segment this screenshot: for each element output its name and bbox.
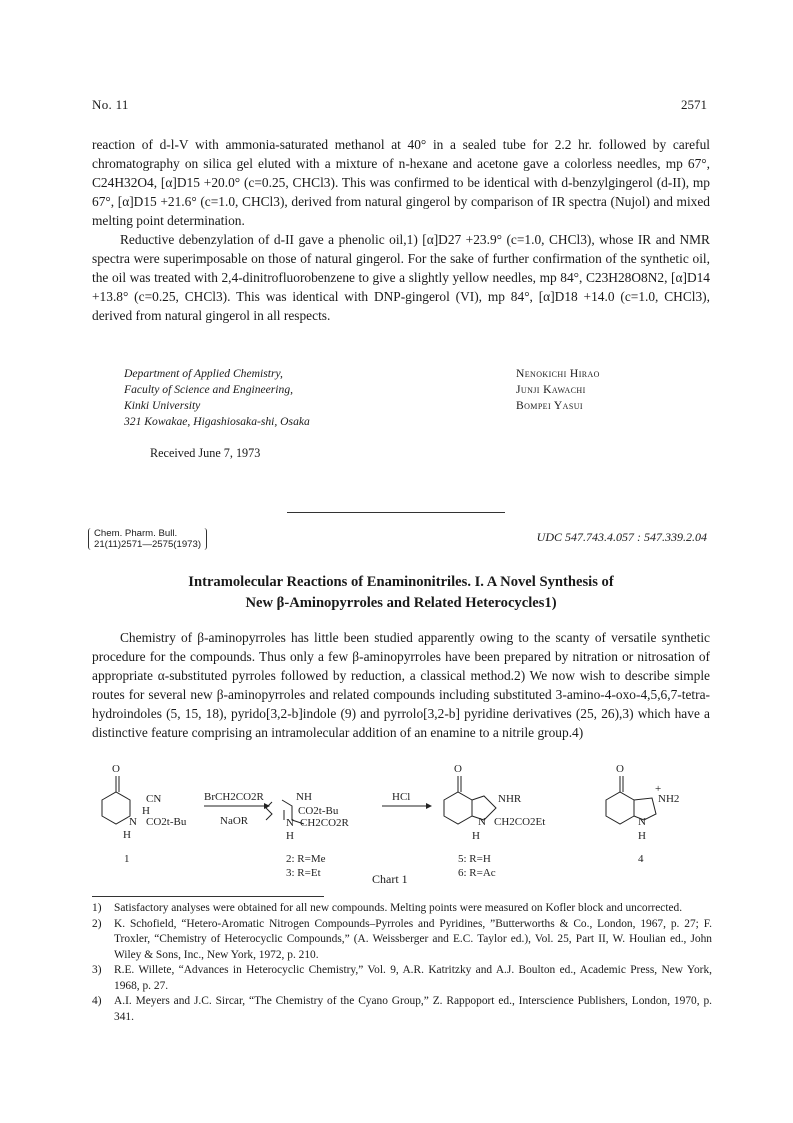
c1-ring: [102, 792, 130, 824]
c4-ring: [606, 792, 634, 824]
affiliation-line: 321 Kowakae, Higashiosaka-shi, Osaka: [124, 415, 310, 428]
udc-code: UDC 547.743.4.057 : 547.339.2.04: [536, 530, 707, 544]
author-block: [516, 366, 600, 414]
affiliation-line: Faculty of Science and Engineering,: [124, 383, 294, 396]
affiliation-line: Kinki University: [124, 399, 201, 412]
c1-nh: H: [123, 829, 131, 841]
compound-5-label: 5: R=H: [458, 853, 491, 865]
footnote: [92, 901, 712, 917]
affiliation-block: [124, 366, 310, 430]
issue-number: No. 11: [92, 97, 129, 112]
reagent-hcl: HCl: [392, 791, 411, 803]
citation-journal: Chem. Pharm. Bull.: [94, 528, 178, 539]
c1-oxygen: O: [112, 763, 120, 775]
c23-imine: NH: [296, 791, 312, 803]
chart-caption: Chart 1: [372, 872, 408, 886]
page-number: 2571: [681, 97, 707, 112]
arrow-head-1: [264, 803, 270, 809]
received-date: Received June 7, 1973: [150, 446, 261, 460]
c56-amine: NHR: [498, 793, 522, 805]
compound-2-label: 2: R=Me: [286, 853, 326, 865]
c23-ester: CO2t-Bu: [298, 805, 339, 817]
c1-ester: CO2t-Bu: [146, 816, 187, 828]
c56-ring: [444, 792, 472, 824]
footnote-text: R.E. Willete, “Advances in Heterocyclic Chemistry,” Vol. 9, A.R. Katritzky and A.J. Boulton ed., Academic Press, New York, 1968, p. 27.: [114, 964, 712, 992]
author-name: Bompei Yasui: [516, 399, 583, 412]
compound-6-label: 6: R=Ac: [458, 867, 496, 879]
previous-article-text: [92, 135, 710, 325]
article-title: [92, 572, 710, 614]
arrow-head-2: [426, 803, 432, 809]
footnote-text: K. Schofield, “Hetero-Aromatic Nitrogen Compounds–Pyrroles and Pyridines, ”Butterworths & Co., London, 1967, p. 27; F. Troxler, “Chemistry of Heterocyclic Compounds,” (A. Weissberger and E.C. Taylor ed.), Vol. 25, Part II, W. Houlian ed., John Wiley & Sons, Inc., New York, 1972, p. 210.: [114, 917, 712, 961]
citation-volume: 21(11)2571—2575(1973): [94, 539, 202, 550]
affiliation-line: Department of Applied Chemistry,: [124, 367, 283, 380]
reagent-bromoacetate: BrCH2CO2R: [204, 791, 264, 803]
title-line: New β-Aminopyrroles and Related Heterocycles1): [245, 595, 557, 611]
c4-nitrogen: N: [638, 816, 646, 828]
c1-hydrogen: H: [142, 805, 150, 817]
c1-cyano: CN: [146, 793, 162, 805]
footnote-text: A.I. Meyers and J.C. Sircar, “The Chemistry of the Cyano Group,” Z. Rappoport ed., Interscience Publishers, London, 1970, p. 341.: [114, 995, 712, 1023]
footnote-number: 4): [92, 995, 102, 1007]
title-line: Intramolecular Reactions of Enaminonitriles. I. A Novel Synthesis of: [188, 574, 614, 590]
footnote-number: 3): [92, 964, 102, 976]
author-name: Junji Kawachi: [516, 383, 586, 396]
footnote-text: Satisfactory analyses were obtained for all new compounds. Melting points were measured on Kofler block and uncorrected.: [114, 902, 683, 914]
compound-3-label: 3: R=Et: [286, 867, 321, 879]
c56-nitrogen: N: [478, 816, 486, 828]
c23-substituent: CH2CO2R: [300, 817, 349, 829]
footnote-number: 1): [92, 902, 102, 914]
c56-oxygen: O: [454, 763, 462, 775]
footnote-rule: [92, 896, 324, 897]
paragraph-intro: Chemistry of β-aminopyrroles has little been studied apparently owing to the scanty of versatile synthetic procedure for the compounds. Thus only a few β-aminopyrroles have been prepared by nitration or nitrosation of appropriate α-substituted pyrroles followed by reduction, a classical method.2) We now wish to describe simple routes for several new β-aminopyrroles and related compounds including substituted 3-amino-4-oxo-4,5,6,7-tetra-hydroindoles (5, 15, 18), pyrido[3,2-b]indole (9) and pyrrolo[3,2-b] pyridine derivatives (25, 26),3) which have a distinctive feature comprising an intramolecular addition of an enamine to a nitrile group.4): [92, 630, 710, 740]
reagent-alkoxide: NaOR: [220, 815, 249, 827]
article-divider: [287, 512, 505, 513]
c4-hydrogen: H: [638, 830, 646, 842]
c1-nitrogen: N: [129, 816, 137, 828]
compound-4-label: 4: [638, 853, 644, 865]
paragraph-continuation: reaction of d-l-V with ammonia-saturated methanol at 40° in a sealed tube for 2.2 hr. followed by careful chromatography on silica gel eluted with a mixture of n-hexane and acetone gave a colorless needles, mp 67°, C24H32O4, [α]D15 +20.0° (c=0.25, CHCl3). This was confirmed to be identical with d-benzylgingerol (d-II), mp 67°, [α]D15 +21.6° (c=1.0, CHCl3), derived from natural gingerol by comparison of IR spectra (Nujol) and mixed melting point determination.: [92, 137, 710, 228]
c56-hydrogen: H: [472, 830, 480, 842]
author-name: Nenokichi Hirao: [516, 367, 600, 380]
article-body: [92, 628, 710, 742]
c4-charge: +: [655, 783, 662, 795]
c56-substituent: CH2CO2Et: [494, 816, 546, 828]
compound-1-label: 1: [124, 853, 130, 865]
footnotes: [92, 901, 712, 1025]
c4-ammonium: NH2: [658, 793, 680, 805]
footnote: [92, 917, 712, 964]
footnote: [92, 963, 712, 994]
c23-nitrogen: N: [286, 817, 294, 829]
footnote: [92, 994, 712, 1025]
c4-oxygen: O: [616, 763, 624, 775]
footnote-number: 2): [92, 917, 102, 930]
c23-hydrogen: H: [286, 830, 294, 842]
paragraph-debenzylation: Reductive debenzylation of d-II gave a phenolic oil,1) [α]D27 +23.9° (c=1.0, CHCl3), whose IR and NMR spectra were superimposable on those of natural gingerol. For the sake of further confirmation of the synthetic oil, the oil was treated with 2,4-dinitrofluorobenzene to give a slightly yellow needles, mp 84°, C23H28O8N2, [α]D14 +13.8° (c=0.25, CHCl3). This was identical with DNP-gingerol (VI), mp 84°, [α]D18 +14.0 (c=1.0, CHCl3), derived from natural gingerol in all respects.: [92, 232, 710, 323]
journal-citation: [88, 528, 207, 550]
